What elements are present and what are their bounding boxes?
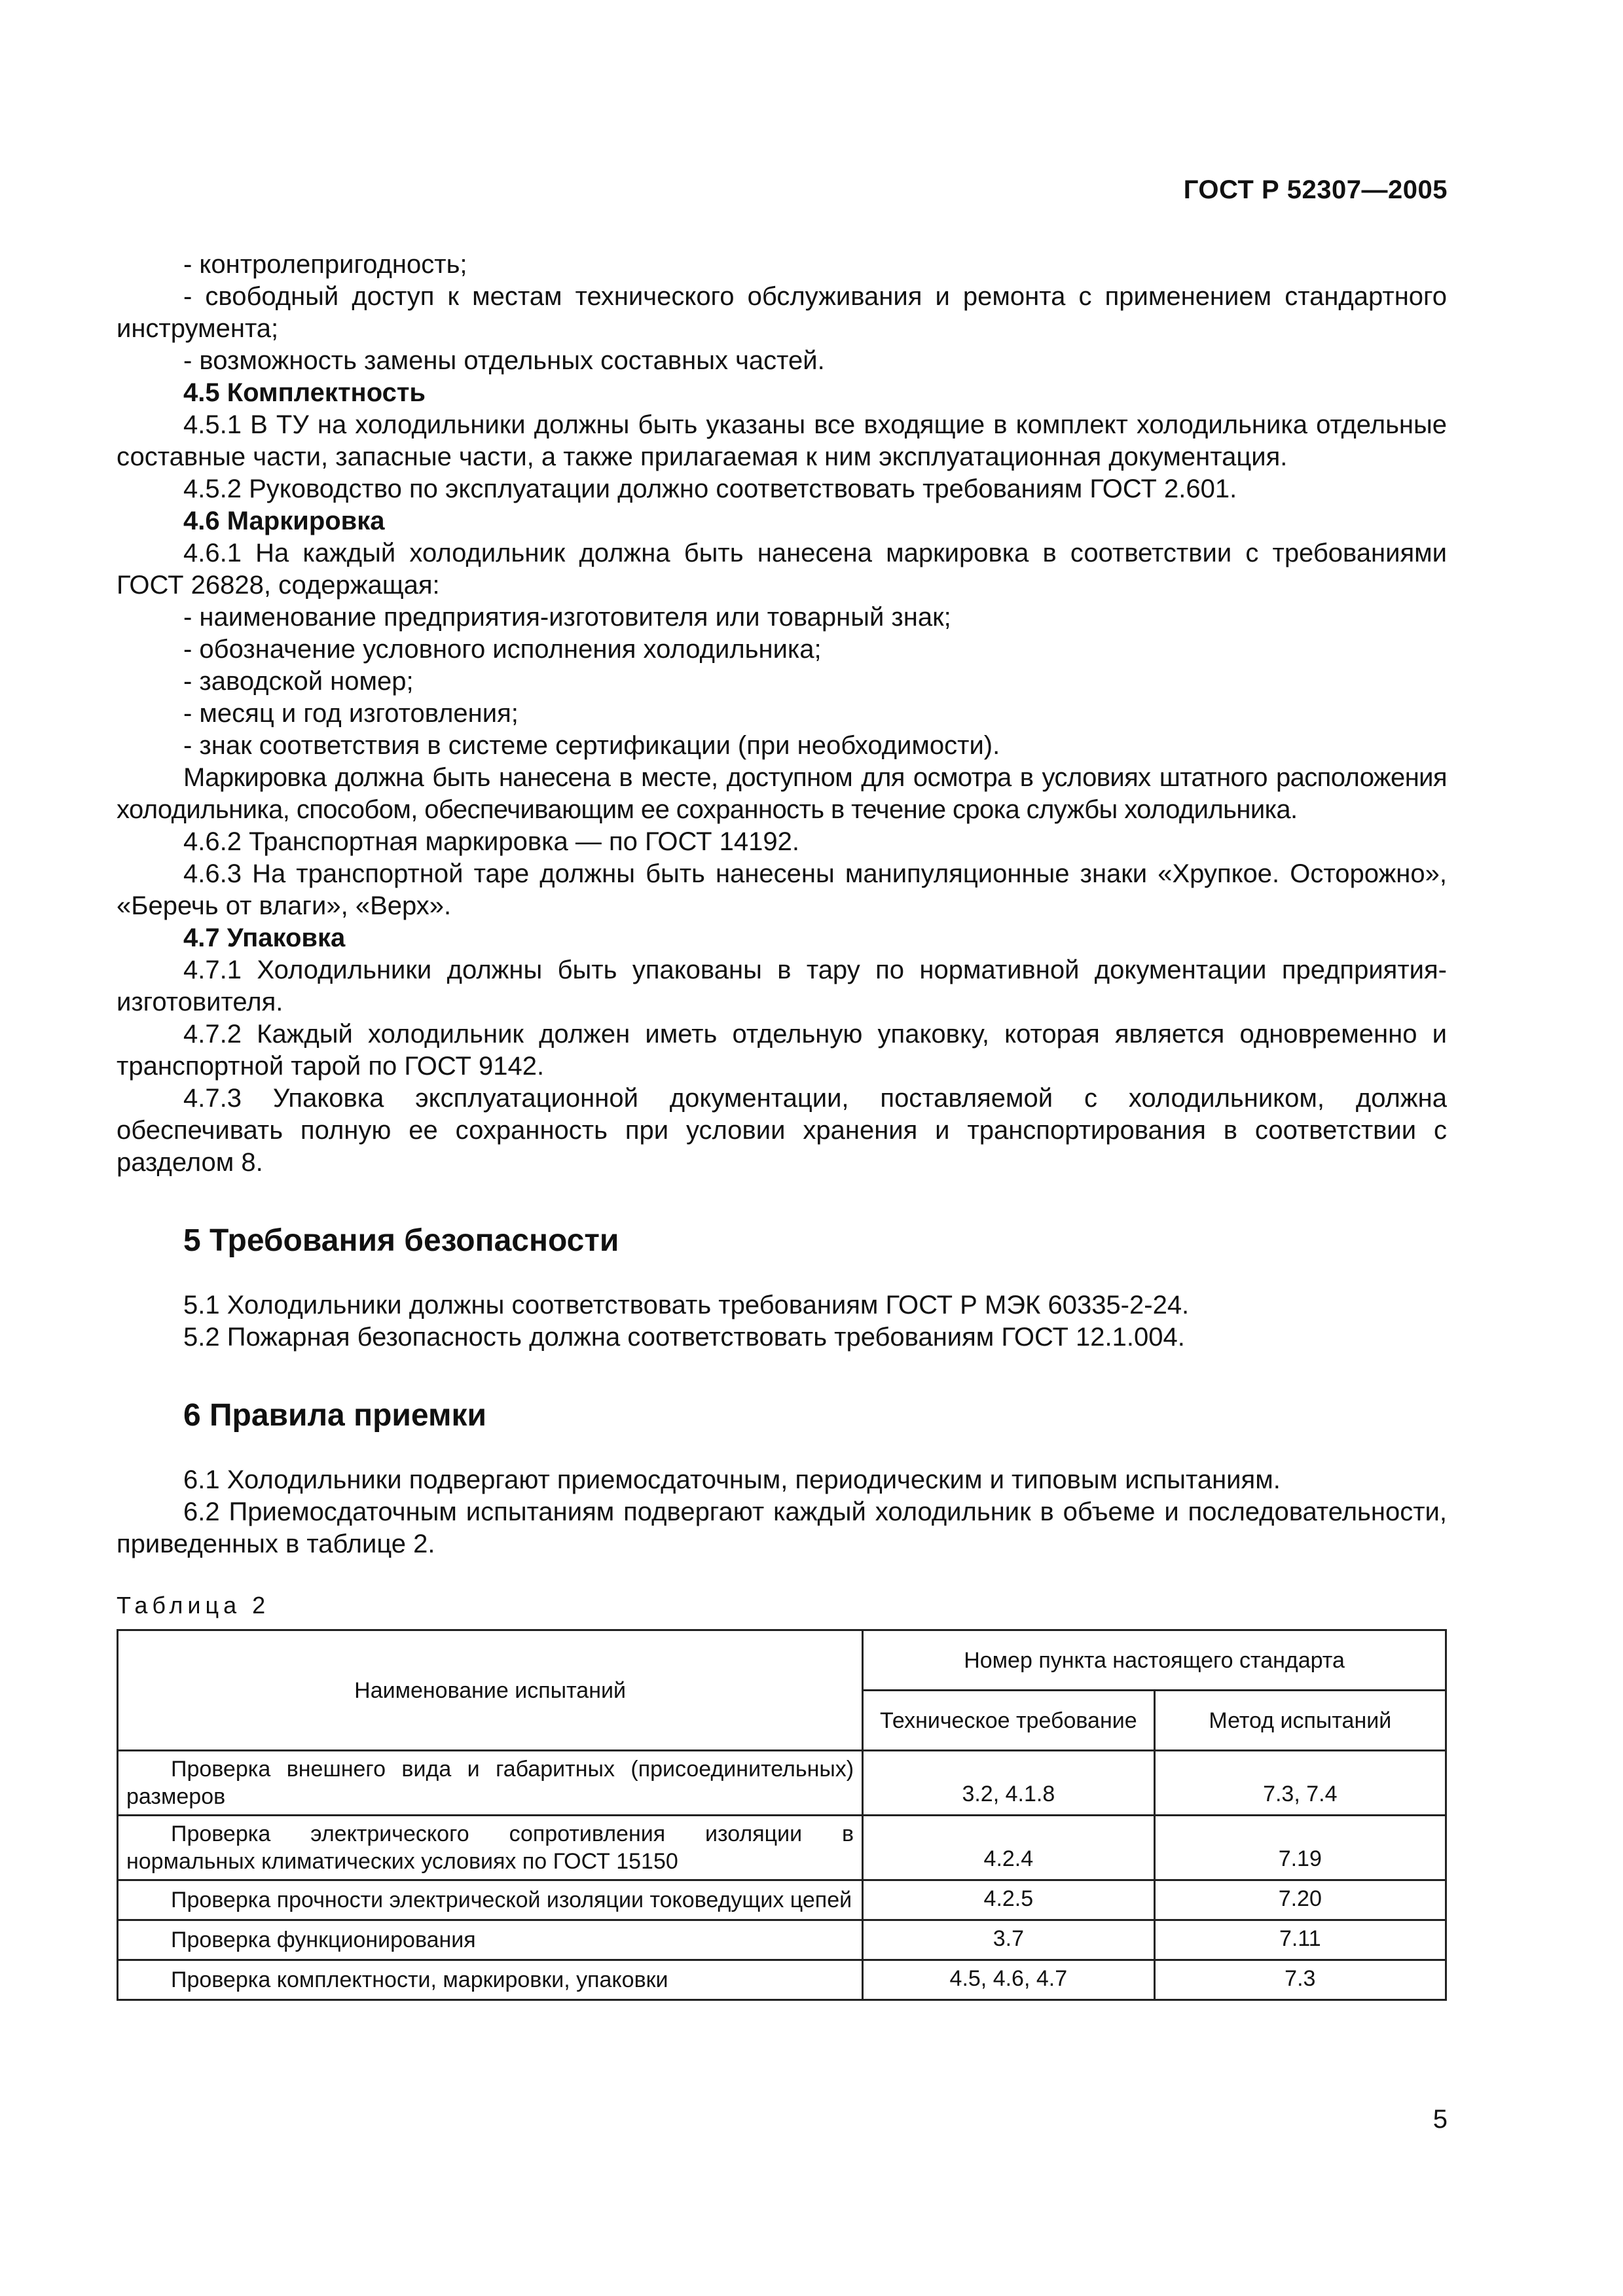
document-code: ГОСТ Р 52307—2005: [1183, 175, 1448, 204]
paragraph: 4.6.1 На каждый холодильник должна быть нанесена маркировка в соответствии с требованиями ГОСТ 26828, содержащая:: [117, 539, 1447, 600]
tests-table: [117, 1629, 1447, 2001]
paragraph: 5.2 Пожарная безопасность должна соответствовать требованиям ГОСТ 12.1.004.: [183, 1323, 1185, 1352]
table-cell-name: Проверка функционирования: [171, 1928, 476, 1952]
paragraph: Маркировка должна быть нанесена в месте, доступном для осмотра в условиях штатного расположения холодильника, способом, обеспечивающим ее сохранность в течение срока службы холодильника.: [117, 763, 1447, 824]
paragraph: 4.6.2 Транспортная маркировка — по ГОСТ 14192.: [183, 827, 799, 856]
paragraph: 6.1 Холодильники подвергают приемосдаточным, периодическим и типовым испытаниям.: [183, 1465, 1281, 1494]
section-heading: 5 Требования безопасности: [183, 1223, 619, 1258]
document-body: [117, 249, 1447, 2001]
list-item: - знак соответствия в системе сертификации (при необходимости).: [183, 731, 1000, 760]
table-cell-name: Проверка внешнего вида и габаритных (присоединительных) размеров: [126, 1757, 854, 1809]
subsection-heading: 4.6 Маркировка: [183, 507, 385, 535]
table-row: [118, 1880, 1446, 1920]
table-cell-requirement: 3.7: [863, 1920, 1154, 1960]
paragraph: - контролепригодность;: [183, 250, 467, 279]
list-item: - заводской номер;: [183, 667, 414, 696]
table-caption: Таблица 2: [117, 1592, 270, 1619]
table-cell-method: 7.3: [1154, 1960, 1446, 2000]
paragraph: 6.2 Приемосдаточным испытаниям подвергают каждый холодильник в объеме и последовательности, приведенных в таблице 2.: [117, 1498, 1447, 1558]
table-header-group: Номер пункта настоящего стандарта: [863, 1630, 1446, 1691]
list-item: - наименование предприятия-изготовителя или товарный знак;: [183, 603, 951, 632]
table-cell-requirement: 4.5, 4.6, 4.7: [863, 1960, 1154, 2000]
table-header-name: Наименование испытаний: [118, 1630, 863, 1751]
subsection-heading: 4.7 Упаковка: [183, 924, 346, 952]
table-row: [118, 1960, 1446, 2000]
list-item: - обозначение условного исполнения холодильника;: [183, 635, 822, 664]
paragraph: 5.1 Холодильники должны соответствовать требованиям ГОСТ Р МЭК 60335-2-24.: [183, 1291, 1190, 1319]
table-cell-name: Проверка прочности электрической изоляции токоведущих цепей: [171, 1888, 852, 1912]
table-cell-requirement: 3.2, 4.1.8: [863, 1751, 1154, 1816]
table-cell-name: Проверка электрического сопротивления изоляции в нормальных климатических условиях по ГОСТ 15150: [126, 1821, 854, 1874]
table-row: [118, 1920, 1446, 1960]
table-row: [118, 1751, 1446, 1816]
table-cell-method: 7.11: [1154, 1920, 1446, 1960]
paragraph: 4.5.2 Руководство по эксплуатации должно соответствовать требованиям ГОСТ 2.601.: [183, 475, 1237, 503]
table-cell-method: 7.20: [1154, 1880, 1446, 1920]
paragraph: 4.7.1 Холодильники должны быть упакованы в тару по нормативной документации предприятия-изготовителя.: [117, 956, 1447, 1016]
table-cell-requirement: 4.2.4: [863, 1816, 1154, 1880]
paragraph: - возможность замены отдельных составных частей.: [183, 346, 825, 375]
paragraph: 4.7.2 Каждый холодильник должен иметь отдельную упаковку, которая является одновременно и транспортной тарой по ГОСТ 9142.: [117, 1020, 1447, 1081]
paragraph: 4.7.3 Упаковка эксплуатационной документации, поставляемой с холодильником, должна обеспечивать полную ее сохранность при условии хранения и транспортирования в соответствии с разделом 8.: [117, 1084, 1447, 1177]
list-item: - месяц и год изготовления;: [183, 699, 519, 728]
paragraph: - свободный доступ к местам технического обслуживания и ремонта с применением стандартного инструмента;: [117, 282, 1447, 343]
table-row: [118, 1816, 1446, 1880]
paragraph: 4.6.3 На транспортной таре должны быть нанесены манипуляционные знаки «Хрупкое. Осторожно», «Беречь от влаги», «Верх».: [117, 859, 1447, 920]
table-header-requirement: Техническое требование: [863, 1691, 1154, 1751]
table-cell-requirement: 4.2.5: [863, 1880, 1154, 1920]
table-cell-method: 7.3, 7.4: [1154, 1751, 1446, 1816]
table-cell-method: 7.19: [1154, 1816, 1446, 1880]
page-number: 5: [1432, 2105, 1448, 2134]
subsection-heading: 4.5 Комплектность: [183, 378, 426, 407]
section-heading: 6 Правила приемки: [183, 1398, 487, 1433]
table-header-method: Метод испытаний: [1154, 1691, 1446, 1751]
paragraph: 4.5.1 В ТУ на холодильники должны быть указаны все входящие в комплект холодильника отдельные составные части, запасные части, а также прилагаемая к ним эксплуатационная документация.: [117, 410, 1447, 471]
table-cell-name: Проверка комплектности, маркировки, упаковки: [171, 1967, 668, 1992]
